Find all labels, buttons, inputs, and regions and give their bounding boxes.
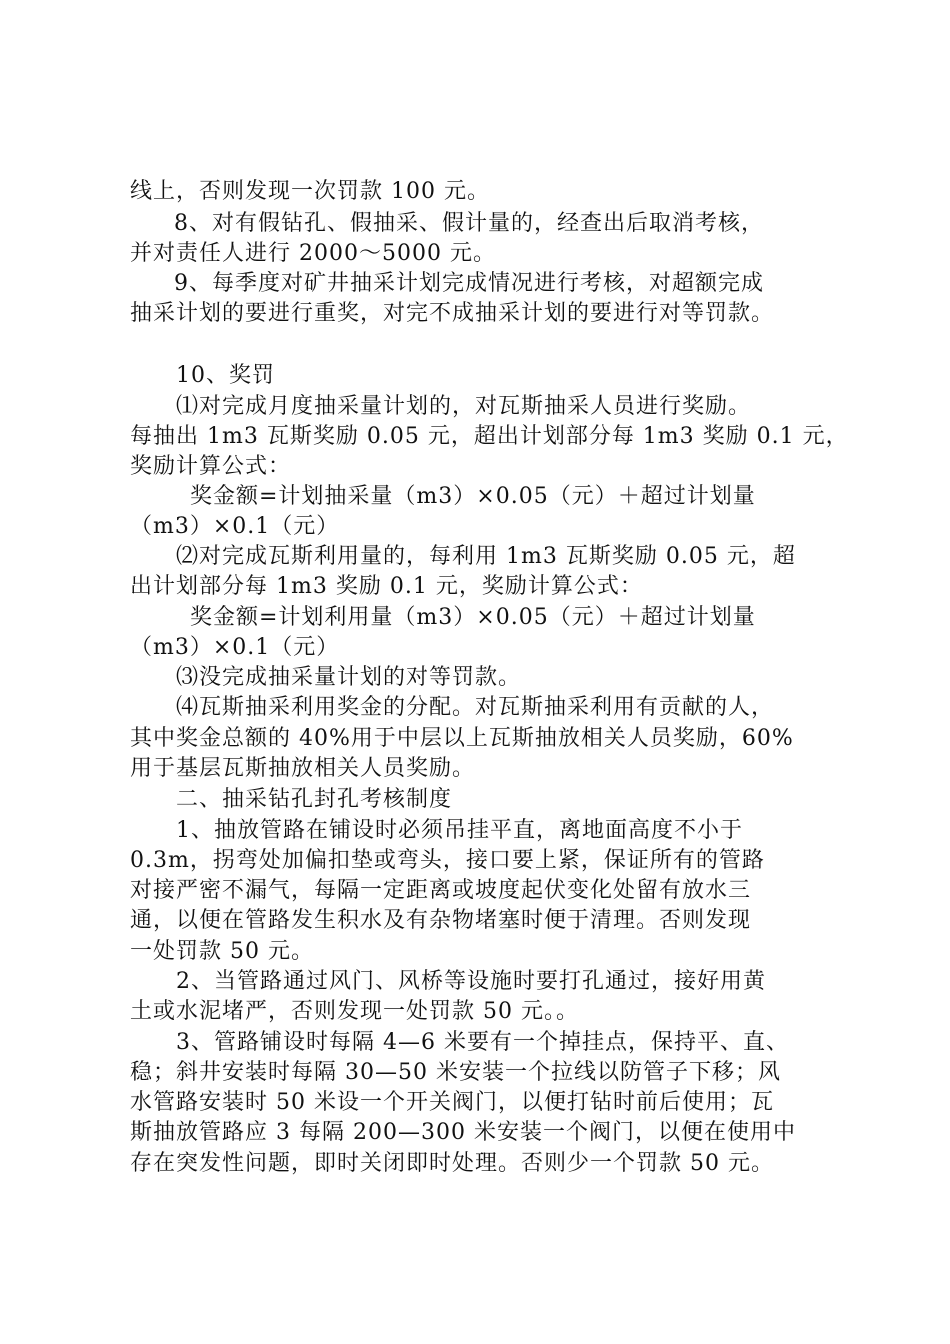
formula-line: （m3）×0.1（元）: [130, 514, 340, 539]
text-line: 稳；斜井安装时每隔 30—50 米安装一个拉线以防管子下移；风: [130, 1060, 781, 1085]
text-line: 土或水泥堵严，否则发现一处罚款 50 元。。: [130, 999, 579, 1024]
text-line: 0.3m，拐弯处加偏扣垫或弯头，接口要上紧，保证所有的管路: [130, 848, 765, 873]
text-line: 一处罚款 50 元。: [130, 939, 314, 964]
text-line: 奖励计算公式：: [130, 454, 292, 479]
text-line: ⑶没完成抽采量计划的对等罚款。: [176, 665, 522, 690]
text-line: 2、当管路通过风门、风桥等设施时要打孔通过，接好用黄: [176, 969, 766, 994]
text-line: 线上，否则发现一次罚款 100 元。: [130, 179, 490, 204]
text-line: 1、抽放管路在铺设时必须吊挂平直，离地面高度不小于: [176, 818, 743, 843]
text-line: 通，以便在管路发生积水及有杂物堵塞时便于清理。否则发现: [130, 908, 752, 933]
text-line: 8、对有假钻孔、假抽采、假计量的，经查出后取消考核，: [174, 211, 764, 236]
formula-line: （m3）×0.1（元）: [130, 635, 340, 660]
text-line: 出计划部分每 1m3 奖励 0.1 元，奖励计算公式：: [130, 574, 643, 599]
text-line: 3、管路铺设时每隔 4—6 米要有一个掉挂点，保持平、直、: [176, 1030, 789, 1055]
text-line: 水管路安装时 50 米设一个开关阀门，以便打钻时前后使用；瓦: [130, 1090, 774, 1115]
text-line: 每抽出 1m3 瓦斯奖励 0.05 元，超出计划部分每 1m3 奖励 0.1 元，: [130, 424, 849, 449]
formula-line: 奖金额=计划利用量（m3）×0.05（元）＋超过计划量: [190, 605, 756, 630]
text-line: ⑵对完成瓦斯利用量的，每利用 1m3 瓦斯奖励 0.05 元，超: [176, 544, 796, 569]
text-line: 对接严密不漏气，每隔一定距离或坡度起伏变化处留有放水三: [130, 878, 752, 903]
text-line: 并对责任人进行 2000～5000 元。: [130, 241, 496, 266]
text-line: ⑷瓦斯抽采利用奖金的分配。对瓦斯抽采利用有贡献的人，: [176, 695, 775, 720]
text-line: 用于基层瓦斯抽放相关人员奖励。: [130, 756, 476, 781]
section-heading: 二、抽采钻孔封孔考核制度: [176, 787, 453, 812]
text-line: 斯抽放管路应 3 每隔 200—300 米安装一个阀门，以便在使用中: [130, 1120, 796, 1145]
text-line: 10、奖罚: [176, 363, 275, 388]
text-line: 存在突发性问题，即时关闭即时处理。否则少一个罚款 50 元。: [130, 1151, 774, 1176]
text-line: 抽采计划的要进行重奖，对完不成抽采计划的要进行对等罚款。: [130, 301, 775, 326]
text-line: ⑴对完成月度抽采量计划的，对瓦斯抽采人员进行奖励。: [176, 394, 752, 419]
text-line: 9、每季度对矿井抽采计划完成情况进行考核，对超额完成: [174, 271, 764, 296]
formula-line: 奖金额=计划抽采量（m3）×0.05（元）＋超过计划量: [190, 484, 756, 509]
text-line: 其中奖金总额的 40%用于中层以上瓦斯抽放相关人员奖励，60%: [130, 726, 794, 751]
